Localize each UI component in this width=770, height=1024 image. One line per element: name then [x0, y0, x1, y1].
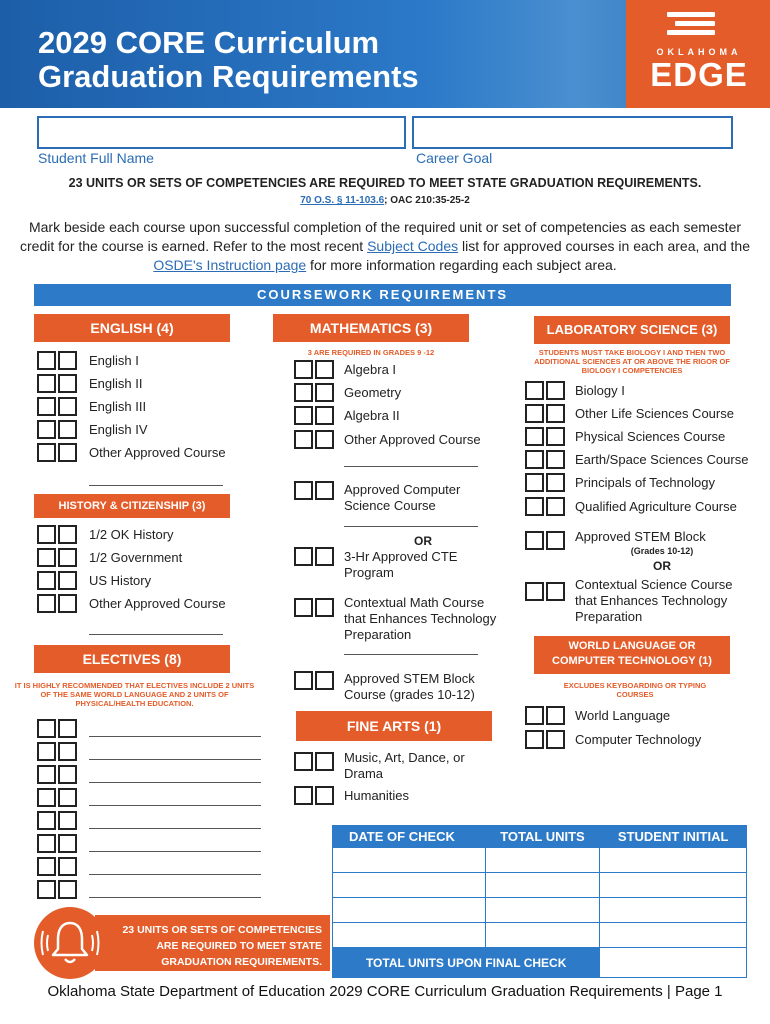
logo-stripes-icon — [667, 12, 715, 40]
checkbox[interactable] — [525, 497, 544, 516]
checkbox[interactable] — [37, 742, 56, 761]
checkbox[interactable] — [294, 383, 313, 402]
elective-checkboxes[interactable] — [37, 811, 77, 830]
checkbox[interactable] — [58, 548, 77, 567]
elective-checkboxes[interactable] — [37, 857, 77, 876]
checkbox[interactable] — [37, 525, 56, 544]
mathematics-course-list — [294, 360, 509, 705]
course-label: 1/2 Government — [89, 550, 183, 565]
checkbox[interactable] — [37, 571, 56, 590]
page-footer: Oklahoma State Department of Education 2029 CORE Curriculum Graduation Requirements | Page 1 — [47, 983, 723, 1000]
course-label: Approved STEM Block — [575, 529, 706, 544]
course-label: Humanities — [344, 788, 410, 803]
elective-checkboxes[interactable] — [37, 719, 77, 738]
subject-codes-link[interactable]: Subject Codes — [367, 238, 459, 254]
write-in-line[interactable] — [89, 782, 261, 783]
statute-link[interactable]: 70 O.S. § 11-103.6 — [300, 195, 385, 206]
write-in-line[interactable] — [89, 485, 223, 486]
elective-checkboxes[interactable] — [37, 788, 77, 807]
table-cell[interactable] — [485, 923, 600, 948]
checkbox[interactable] — [315, 786, 334, 805]
title-line-1: 2029 CORE Curriculum — [38, 25, 380, 60]
course-label: Contextual Math Course that Enhances Technology Preparation — [344, 595, 497, 642]
laboratory-science-header: LABORATORY SCIENCE (3) — [534, 316, 730, 344]
table-row — [333, 923, 747, 948]
course-label: Biology I — [575, 383, 625, 398]
write-in-line[interactable] — [344, 526, 478, 527]
checkbox[interactable] — [546, 473, 565, 492]
write-in-line[interactable] — [89, 874, 261, 875]
column-header-initial: STUDENT INITIAL — [600, 826, 747, 848]
checkbox[interactable] — [58, 880, 77, 899]
checkbox[interactable] — [58, 351, 77, 370]
stem-grades-note: (Grades 10-12) — [630, 546, 694, 556]
write-in-line[interactable] — [89, 759, 261, 760]
checkbox[interactable] — [37, 788, 56, 807]
checkbox[interactable] — [58, 420, 77, 439]
english-3-checkboxes[interactable] — [37, 397, 77, 416]
checkbox[interactable] — [525, 404, 544, 423]
table-cell[interactable] — [333, 873, 486, 898]
table-cell[interactable] — [485, 898, 600, 923]
course-label: Other Approved Course — [89, 445, 226, 460]
course-label: Other Life Sciences Course — [575, 406, 734, 421]
course-label: Qualified Agriculture Course — [575, 499, 737, 514]
table-row — [333, 848, 747, 873]
or-label: OR — [653, 559, 671, 573]
student-name-field[interactable] — [37, 116, 406, 149]
checkbox[interactable] — [546, 706, 565, 725]
checkbox[interactable] — [525, 427, 544, 446]
checkbox[interactable] — [58, 594, 77, 613]
mathematics-header: MATHEMATICS (3) — [273, 314, 469, 342]
write-in-line[interactable] — [89, 828, 261, 829]
write-in-line[interactable] — [344, 466, 478, 467]
science-course-list — [525, 381, 765, 631]
table-cell[interactable] — [333, 923, 486, 948]
checkbox[interactable] — [546, 730, 565, 749]
course-label: English III — [89, 399, 147, 414]
table-cell[interactable] — [485, 848, 600, 873]
title-line-2: Graduation Requirements — [38, 59, 419, 94]
table-cell[interactable] — [600, 873, 747, 898]
total-units-cell[interactable] — [600, 948, 747, 978]
electives-note: IT IS HIGHLY RECOMMENDED THAT ELECTIVES INCLUDE 2 UNITS OF THE SAME WORLD LANGUAGE AND 2 UNITS OF PHYSICAL/HEALTH EDUCATION. — [14, 681, 255, 708]
write-in-line[interactable] — [89, 851, 261, 852]
checkbox[interactable] — [58, 765, 77, 784]
checkbox[interactable] — [37, 719, 56, 738]
write-in-line[interactable] — [89, 805, 261, 806]
write-in-line[interactable] — [89, 897, 261, 898]
checkbox[interactable] — [294, 598, 313, 617]
checkbox[interactable] — [525, 582, 544, 601]
checkbox[interactable] — [546, 450, 565, 469]
checkbox[interactable] — [546, 531, 565, 550]
fine-arts-course-list — [294, 750, 509, 810]
course-label: 3-Hr Approved CTE Program — [344, 549, 458, 580]
course-label: English I — [89, 353, 139, 368]
table-header-row — [333, 826, 747, 848]
computer-technology-checkboxes[interactable] — [525, 730, 565, 749]
table-row — [333, 898, 747, 923]
checkbox[interactable] — [525, 381, 544, 400]
science-contextual-checkboxes[interactable] — [525, 582, 565, 601]
course-label: Approved STEM Block Course (grades 10-12) — [344, 671, 475, 702]
career-goal-label: Career Goal — [416, 150, 493, 166]
checkbox[interactable] — [58, 443, 77, 462]
checkbox[interactable] — [37, 443, 56, 462]
elective-checkboxes[interactable] — [37, 834, 77, 853]
checkbox[interactable] — [525, 531, 544, 550]
world-language-header: WORLD LANGUAGE OR COMPUTER TECHNOLOGY (1) — [534, 636, 730, 674]
course-label: World Language — [575, 708, 671, 723]
write-in-line[interactable] — [89, 736, 261, 737]
history-other-checkboxes[interactable] — [37, 594, 77, 613]
mathematics-note: 3 ARE REQUIRED IN GRADES 9 -12 — [307, 348, 435, 357]
student-name-label: Student Full Name — [38, 150, 154, 166]
coursework-requirements-bar: COURSEWORK REQUIREMENTS — [34, 284, 731, 306]
checkbox[interactable] — [315, 481, 334, 500]
math-other-checkboxes[interactable] — [294, 430, 334, 449]
english-other-checkboxes[interactable] — [37, 443, 77, 462]
course-label: Geometry — [344, 385, 402, 400]
table-row — [333, 873, 747, 898]
logo-state-text: OKLAHOMA — [656, 47, 742, 57]
checkbox[interactable] — [315, 430, 334, 449]
requirement-heading: 23 UNITS OR SETS OF COMPETENCIES ARE REQUIRED TO MEET STATE GRADUATION REQUIREMENTS. — [68, 176, 702, 190]
course-label: Algebra I — [344, 362, 397, 377]
course-label: Computer Technology — [575, 732, 702, 747]
check-table — [332, 825, 747, 978]
checkbox[interactable] — [37, 765, 56, 784]
table-cell[interactable] — [333, 898, 486, 923]
table-cell[interactable] — [333, 848, 486, 873]
world-language-course-list — [525, 706, 765, 756]
column-header-total: TOTAL UNITS — [485, 826, 600, 848]
checkbox[interactable] — [58, 571, 77, 590]
elective-checkboxes[interactable] — [37, 880, 77, 899]
table-cell[interactable] — [600, 898, 747, 923]
total-row — [333, 948, 747, 978]
checkbox[interactable] — [294, 671, 313, 690]
citation: 70 O.S. § 11-103.6; OAC 210:35-25-2 — [300, 195, 470, 206]
course-label: Other Approved Course — [344, 432, 481, 447]
write-in-line[interactable] — [89, 634, 223, 635]
math-cte-checkboxes[interactable] — [294, 547, 334, 566]
course-label: Earth/Space Sciences Course — [575, 452, 749, 467]
logo-edge-text: EDGE — [650, 56, 748, 93]
instructions-paragraph: Mark beside each course upon successful completion of the required unit or set of competencies as each semester credit for the course is earned. Refer to the most recent Subject Codes list for approved courses in each area, and the OSDE's Instruction page for more information regarding each subject area. — [20, 219, 750, 273]
table-cell[interactable] — [485, 873, 600, 898]
fine-arts-1-checkboxes[interactable] — [294, 752, 334, 771]
science-5-checkboxes[interactable] — [525, 473, 565, 492]
course-label: Principals of Technology — [575, 475, 715, 490]
checkbox[interactable] — [37, 548, 56, 567]
checkbox[interactable] — [58, 742, 77, 761]
checkbox[interactable] — [315, 547, 334, 566]
math-3-checkboxes[interactable] — [294, 406, 334, 425]
checkbox[interactable] — [294, 547, 313, 566]
math-1-checkboxes[interactable] — [294, 360, 334, 379]
science-4-checkboxes[interactable] — [525, 450, 565, 469]
math-cs-checkboxes[interactable] — [294, 481, 334, 500]
checkbox[interactable] — [58, 374, 77, 393]
table-cell[interactable] — [600, 923, 747, 948]
checkbox[interactable] — [58, 857, 77, 876]
checkbox[interactable] — [37, 834, 56, 853]
page-title — [38, 26, 598, 94]
fine-arts-header: FINE ARTS (1) — [296, 711, 492, 741]
laboratory-science-note: STUDENTS MUST TAKE BIOLOGY I AND THEN TWO ADDITIONAL SCIENCES AT OR ABOVE THE RIGOR OF BIOLOGY I COMPETENCIES — [534, 348, 730, 375]
checkbox[interactable] — [58, 834, 77, 853]
course-label: Music, Art, Dance, or Drama — [344, 750, 465, 781]
course-label: Physical Sciences Course — [575, 429, 726, 444]
checkbox[interactable] — [294, 430, 313, 449]
checkbox[interactable] — [315, 360, 334, 379]
history-2-checkboxes[interactable] — [37, 548, 77, 567]
english-1-checkboxes[interactable] — [37, 351, 77, 370]
checkbox[interactable] — [294, 360, 313, 379]
checkbox[interactable] — [525, 450, 544, 469]
checkbox[interactable] — [58, 788, 77, 807]
science-3-checkboxes[interactable] — [525, 427, 565, 446]
instruction-page-link[interactable]: OSDE's Instruction page — [153, 257, 307, 273]
electives-list — [37, 719, 267, 904]
science-2-checkboxes[interactable] — [525, 404, 565, 423]
course-label: US History — [89, 573, 152, 588]
career-goal-field[interactable] — [412, 116, 733, 149]
checkbox[interactable] — [525, 473, 544, 492]
science-1-checkboxes[interactable] — [525, 381, 565, 400]
checkbox[interactable] — [37, 397, 56, 416]
bell-icon — [34, 907, 106, 979]
or-label: OR — [414, 534, 432, 548]
fine-arts-2-checkboxes[interactable] — [294, 786, 334, 805]
total-units-label: TOTAL UNITS UPON FINAL CHECK — [333, 948, 600, 978]
world-language-note: EXCLUDES KEYBOARDING OR TYPING COURSES — [563, 681, 707, 699]
table-cell[interactable] — [600, 848, 747, 873]
course-label: Other Approved Course — [89, 596, 226, 611]
checkbox[interactable] — [37, 880, 56, 899]
checkbox[interactable] — [58, 811, 77, 830]
checkbox[interactable] — [315, 383, 334, 402]
checkbox[interactable] — [546, 582, 565, 601]
history-header: HISTORY & CITIZENSHIP (3) — [34, 494, 230, 518]
math-2-checkboxes[interactable] — [294, 383, 334, 402]
science-6-checkboxes[interactable] — [525, 497, 565, 516]
checkbox[interactable] — [294, 406, 313, 425]
checkbox[interactable] — [525, 706, 544, 725]
history-1-checkboxes[interactable] — [37, 525, 77, 544]
checkbox[interactable] — [37, 594, 56, 613]
english-2-checkboxes[interactable] — [37, 374, 77, 393]
checkbox[interactable] — [546, 497, 565, 516]
checkbox[interactable] — [315, 671, 334, 690]
alert-text: 23 UNITS OR SETS OF COMPETENCIES ARE REQUIRED TO MEET STATE GRADUATION REQUIREMENTS. — [122, 924, 322, 968]
checkbox[interactable] — [37, 811, 56, 830]
checkbox[interactable] — [546, 381, 565, 400]
math-stem-checkboxes[interactable] — [294, 671, 334, 690]
checkbox[interactable] — [294, 752, 313, 771]
elective-checkboxes[interactable] — [37, 765, 77, 784]
checkbox[interactable] — [37, 420, 56, 439]
checkbox[interactable] — [37, 374, 56, 393]
checkbox[interactable] — [37, 857, 56, 876]
checkbox[interactable] — [58, 397, 77, 416]
write-in-line[interactable] — [344, 654, 478, 655]
checkbox[interactable] — [37, 351, 56, 370]
course-label: Contextual Science Course that Enhances Technology Preparation — [575, 577, 733, 624]
english-4-checkboxes[interactable] — [37, 420, 77, 439]
course-label: English IV — [89, 422, 148, 437]
checkbox[interactable] — [315, 752, 334, 771]
course-label: Algebra II — [344, 408, 400, 423]
course-label: English II — [89, 376, 143, 391]
checkbox[interactable] — [315, 598, 334, 617]
checkbox[interactable] — [58, 719, 77, 738]
checkbox[interactable] — [525, 730, 544, 749]
english-header: ENGLISH (4) — [34, 314, 230, 342]
checkbox[interactable] — [546, 427, 565, 446]
electives-header: ELECTIVES (8) — [34, 645, 230, 673]
checkbox[interactable] — [294, 786, 313, 805]
checkbox[interactable] — [294, 481, 313, 500]
math-contextual-checkboxes[interactable] — [294, 598, 334, 617]
science-stem-checkboxes[interactable] — [525, 531, 565, 550]
elective-checkboxes[interactable] — [37, 742, 77, 761]
checkbox[interactable] — [58, 525, 77, 544]
history-3-checkboxes[interactable] — [37, 571, 77, 590]
course-label: 1/2 OK History — [89, 527, 174, 542]
course-label: Approved Computer Science Course — [344, 482, 461, 513]
checkbox[interactable] — [315, 406, 334, 425]
checkbox[interactable] — [546, 404, 565, 423]
column-header-date: DATE OF CHECK — [333, 826, 486, 848]
world-language-checkboxes[interactable] — [525, 706, 565, 725]
